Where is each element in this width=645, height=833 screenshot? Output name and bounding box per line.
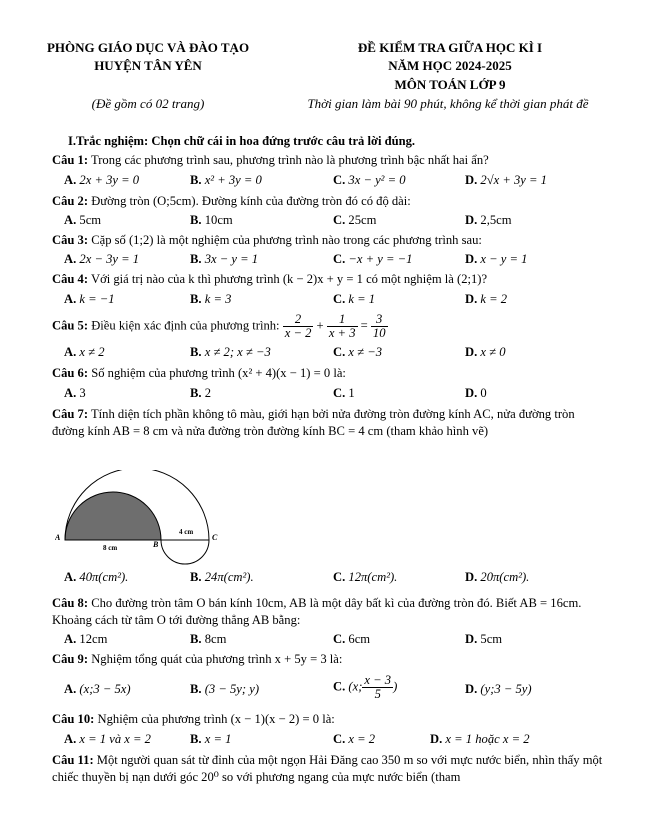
q10-option-a: A. x = 1 và x = 2 bbox=[64, 732, 151, 746]
q1-option-b: B. x² + 3y = 0 bbox=[190, 173, 262, 187]
question-7: Câu 7: Tính diện tích phần không tô màu, giới hạn bởi nửa đường tròn đường kính AC, nửa đường tròn đường kính AB = 8 cm và nửa đường tròn đường kính BC = 4 cm (tham khảo hình vẽ) bbox=[52, 407, 575, 438]
question-8: Câu 8: Cho đường tròn tâm O bán kính 10cm, AB là một dây bất kì của đường tròn đó. Biết AB = 16cm. Khoảng cách từ tâm O tới đường thẳng AB bằng: bbox=[52, 596, 582, 627]
label-bc: 4 cm bbox=[179, 528, 194, 536]
q8-option-b: B. 8cm bbox=[190, 632, 227, 646]
q7-option-b: B. 24π(cm²). bbox=[190, 570, 254, 584]
q5-option-c: C. x ≠ −3 bbox=[333, 345, 382, 359]
q2-option-a: A. 5cm bbox=[64, 213, 102, 227]
q1-option-a: A. 2x + 3y = 0 bbox=[64, 173, 140, 187]
label-b: B bbox=[153, 540, 159, 549]
label-a: A bbox=[55, 533, 61, 542]
page-count-note: (Đề gồm có 02 trang) bbox=[91, 96, 205, 111]
q4-option-a: A. k = −1 bbox=[64, 292, 115, 306]
q3-option-b: B. 3x − y = 1 bbox=[190, 252, 259, 266]
question-label: Câu 1: bbox=[52, 153, 89, 167]
fraction-3: $\frac{3}{10}$ bbox=[372, 312, 386, 340]
section-heading: I.Trắc nghiệm: Chọn chữ cái in hoa đứng trước câu trả lời đúng. bbox=[68, 134, 416, 148]
q6-option-d: D. 0 bbox=[465, 386, 487, 400]
question-2: Câu 2: Đường tròn (O;5cm). Đường kính của đường tròn đó có độ dài: bbox=[52, 194, 411, 208]
fraction-1: $\frac{2}{x - 2}$ bbox=[284, 312, 312, 340]
q1-option-d: D. 2√x + 3y = 1 bbox=[465, 173, 547, 187]
q8-option-c: C. 6cm bbox=[333, 632, 371, 646]
question-3: Câu 3: Cặp số (1;2) là một nghiệm của phương trình nào trong các phương trình sau: bbox=[52, 233, 482, 247]
question-11: Câu 11: Một người quan sát từ đỉnh của một ngọn Hải Đăng cao 350 m so với mực nước biển, nhìn thấy một chiếc thuyền bị nạn dưới góc 20⁰ so với phương ngang của mực nước biển (tham bbox=[52, 753, 603, 784]
q6-option-a: A. 3 bbox=[64, 386, 86, 400]
q2-option-d: D. 2,5cm bbox=[465, 213, 512, 227]
question-5: Câu 5: Điều kiện xác định của phương trình: $\frac{2}{x - 2}$ + $\frac{1}{x + 3}$ = $\frac{3}{10}$ bbox=[52, 312, 386, 340]
q9-option-a: A. (x;3 − 5x) bbox=[64, 682, 131, 696]
question-6: Câu 6: Số nghiệm của phương trình (x² + 4)(x − 1) = 0 là: bbox=[52, 366, 346, 380]
q9-option-c: C. (x; $\frac{x - 3}{5}$ ) bbox=[333, 673, 398, 701]
q2-option-c: C. 25cm bbox=[333, 213, 377, 227]
q5-option-b: B. x ≠ 2; x ≠ −3 bbox=[190, 345, 271, 359]
q7-option-d: D. 20π(cm²). bbox=[465, 570, 530, 584]
label-c: C bbox=[212, 533, 218, 542]
district-name: HUYỆN TÂN YÊN bbox=[94, 58, 202, 73]
q3-option-d: D. x − y = 1 bbox=[465, 252, 528, 266]
semicircle-bc bbox=[161, 540, 209, 564]
q9-fraction: $\frac{x - 3}{5}$ bbox=[364, 673, 392, 701]
q6-option-b: B. 2 bbox=[190, 386, 212, 400]
q10-option-c: C. x = 2 bbox=[333, 732, 376, 746]
q7-option-a: A. 40π(cm²). bbox=[64, 570, 129, 584]
label-ab: 8 cm bbox=[103, 544, 118, 552]
semicircle-figure bbox=[55, 470, 235, 565]
question-9: Câu 9: Nghiệm tổng quát của phương trình x + 5y = 3 là: bbox=[52, 652, 343, 666]
q3-option-a: A. 2x − 3y = 1 bbox=[64, 252, 140, 266]
exam-title: ĐỀ KIỂM TRA GIỮA HỌC KÌ I bbox=[357, 40, 543, 55]
q2-option-b: B. 10cm bbox=[190, 213, 233, 227]
q9-option-d: D. (y;3 − 5y) bbox=[465, 682, 532, 696]
school-year: NĂM HỌC 2024-2025 bbox=[388, 58, 512, 73]
q1-option-c: C. 3x − y² = 0 bbox=[333, 173, 406, 187]
question-10: Câu 10: Nghiệm của phương trình (x − 1)(x − 2) = 0 là: bbox=[52, 712, 335, 726]
q4-option-b: B. k = 3 bbox=[190, 292, 232, 306]
question-4: Câu 4: Với giá trị nào của k thì phương trình (k − 2)x + y = 1 có một nghiệm là (2;1)? bbox=[52, 272, 488, 286]
q4-option-c: C. k = 1 bbox=[333, 292, 376, 306]
dept-name: PHÒNG GIÁO DỤC VÀ ĐÀO TẠO bbox=[46, 40, 250, 55]
q10-option-b: B. x = 1 bbox=[190, 732, 232, 746]
q6-option-c: C. 1 bbox=[333, 386, 355, 400]
subject: MÔN TOÁN LỚP 9 bbox=[394, 77, 506, 92]
shaded-region bbox=[65, 492, 161, 540]
time-note: Thời gian làm bài 90 phút, không kể thời gian phát đề bbox=[307, 96, 589, 111]
q4-option-d: D. k = 2 bbox=[465, 292, 508, 306]
q10-option-d: D. x = 1 hoặc x = 2 bbox=[430, 732, 530, 746]
q5-option-a: A. x ≠ 2 bbox=[64, 345, 105, 359]
q8-option-a: A. 12cm bbox=[64, 632, 108, 646]
q8-option-d: D. 5cm bbox=[465, 632, 503, 646]
question-1 bbox=[52, 153, 489, 168]
question-text: Trong các phương trình sau, phương trình nào là phương trình bậc nhất hai ẩn? bbox=[90, 153, 489, 167]
q7-option-c: C. 12π(cm²). bbox=[333, 570, 398, 584]
q5-option-d: D. x ≠ 0 bbox=[465, 345, 506, 359]
fraction-2: $\frac{1}{x + 3}$ bbox=[328, 312, 356, 340]
q9-option-b: B. (3 − 5y; y) bbox=[190, 682, 260, 696]
q3-option-c: C. −x + y = −1 bbox=[333, 252, 413, 266]
